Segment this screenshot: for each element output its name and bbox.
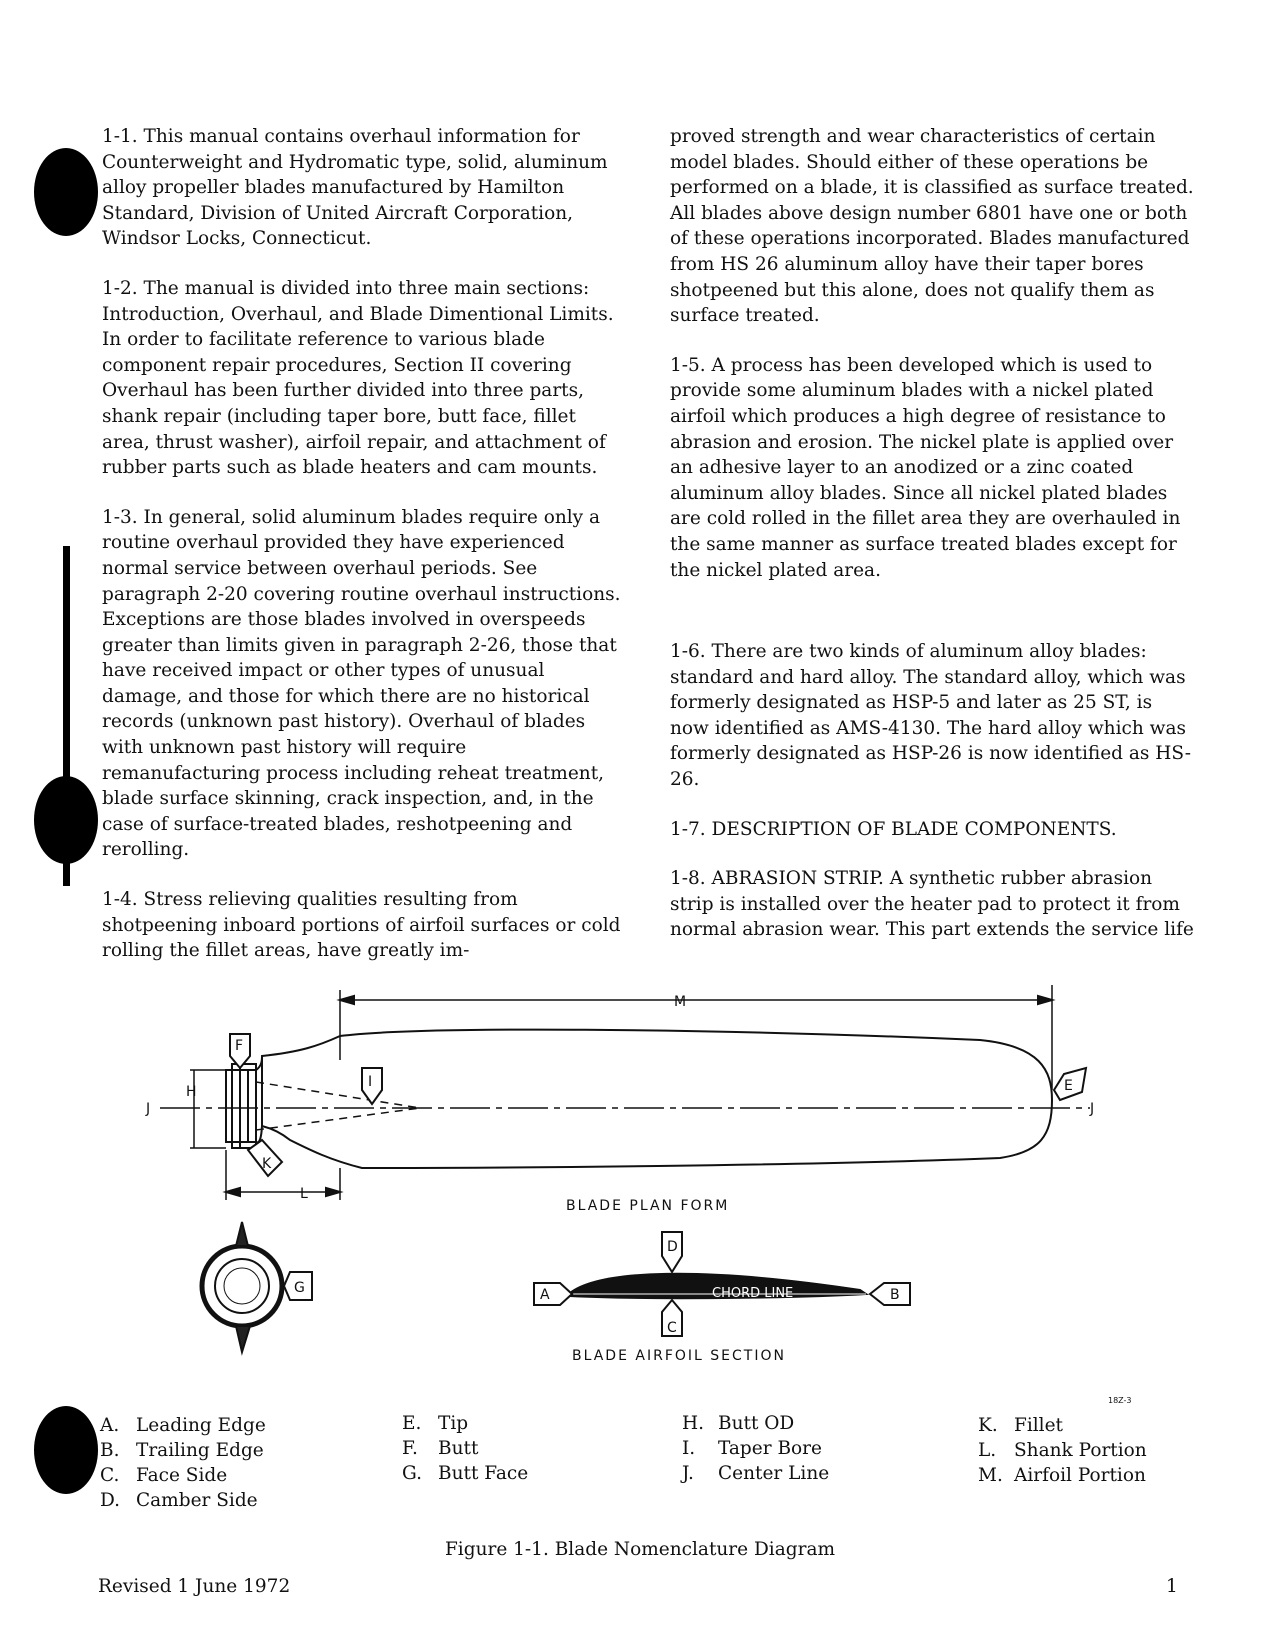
blade-outline (262, 1030, 1052, 1168)
callout-i: I (368, 1074, 373, 1090)
paragraph-1-6: 1-6. There are two kinds of aluminum alloy blades: standard and hard alloy. The standard alloy, which was formerly designated as HSP-5 and later as 25 ST, is now identified as AMS-4130. The hard alloy which was formerly designated as HSP-26 is now identified as HS-26. (670, 641, 1192, 791)
left-text-column (102, 124, 622, 988)
legend-item: D. Camber Side (100, 1490, 258, 1511)
paragraph-1-5: 1-5. A process has been developed which is used to provide some aluminum blades with a nickel plated airfoil which produces a high degree of resistance to abrasion and erosion. The nickel plate is applied over an adhesive layer to an anodized or a zinc coated aluminum alloy blades. Since all nickel plated blades are cold rolled in the fillet area they are overhauled in the same manner as surface treated blades except for the nickel plated area. (670, 354, 1181, 581)
legend-item: K. Fillet (978, 1415, 1063, 1436)
legend-item: L. Shank Portion (978, 1440, 1147, 1461)
callout-g: G (294, 1280, 305, 1296)
legend-item: B. Trailing Edge (100, 1440, 264, 1461)
legend-item: C. Face Side (100, 1465, 228, 1486)
callout-a: A (540, 1287, 550, 1303)
callout-m: M (674, 994, 687, 1010)
callout-l: L (300, 1186, 308, 1202)
paragraph-1-3: 1-3. In general, solid aluminum blades require only a routine overhaul provided they have experienced normal service between overhaul periods. See paragraph 2-20 covering routine overhaul instructions. Exceptions are those blades involved in overspeeds greater than limits given in paragraph 2-26, those that have received impact or other types of unusual damage, and those for which there are no historical records (unknown past history). Overhaul of blades with unknown past history will require remanufacturing process including reheat treatment, blade surface skinning, crack inspection, and, in the case of surface-treated blades, reshotpeening and rerolling. (102, 506, 621, 861)
legend-item: H. Butt OD (682, 1413, 795, 1434)
callout-j-left: J (146, 1101, 151, 1117)
page-number: 1 (1166, 1576, 1178, 1597)
chord-line-label: CHORD LINE (712, 1286, 794, 1301)
legend-column-2 (402, 1411, 528, 1486)
legend-item: F. Butt (402, 1438, 479, 1459)
callout-d: D (667, 1239, 678, 1255)
legend-column-4 (978, 1413, 1147, 1488)
legend-item: I. Taper Bore (682, 1438, 822, 1459)
callout-f: F (235, 1038, 244, 1054)
legend-item: G. Butt Face (402, 1463, 529, 1484)
callout-b: B (890, 1287, 900, 1303)
figure-caption: Figure 1-1. Blade Nomenclature Diagram (444, 1539, 836, 1560)
paragraph-1-7: 1-7. DESCRIPTION OF BLADE COMPONENTS. (670, 818, 1117, 840)
legend-column-1 (100, 1413, 266, 1513)
blade-airfoil-section-label: BLADE AIRFOIL SECTION (572, 1348, 786, 1364)
legend-column-3 (682, 1411, 829, 1486)
blade-nomenclature-diagram (0, 970, 1280, 1390)
blade-plan-form-label: BLADE PLAN FORM (566, 1198, 730, 1214)
legend-item: M. Airfoil Portion (978, 1465, 1146, 1486)
callout-e: E (1064, 1078, 1073, 1094)
paragraph-1-8: 1-8. ABRASION STRIP. A synthetic rubber abrasion strip is installed over the heater pad to protect it from normal abrasion wear. This part extends the service life (670, 868, 1194, 941)
paragraph-1-1: 1-1. This manual contains overhaul information for Counterweight and Hydromatic type, solid, aluminum alloy propeller blades manufactured by Hamilton Standard, Division of United Aircraft Corporation, Windsor Locks, Connecticut. (102, 126, 608, 250)
right-text-column (670, 124, 1195, 967)
callout-j-right: J (1090, 1101, 1095, 1117)
punch-hole-bottom (34, 1406, 98, 1494)
punch-hole-top (34, 148, 98, 236)
legend-item: E. Tip (402, 1413, 469, 1434)
paragraph-1-4-continued: proved strength and wear characteristics of certain model blades. Should either of these operations be performed on a blade, it is classified as surface treated. All blades above design number 6801 have one or both of these operations incorporated. Blades manufactured from HS 26 aluminum alloy have their taper bores shotpeened but this alone, does not qualify them as surface treated. (670, 126, 1194, 327)
callout-c: C (667, 1320, 677, 1336)
callout-h: H (186, 1084, 197, 1100)
figure-code: 18Z-3 (1108, 1396, 1132, 1405)
change-bar (63, 546, 70, 886)
paragraph-1-4: 1-4. Stress relieving qualities resulting from shotpeening inboard portions of airfoil surfaces or cold rolling the fillet areas, have greatly im- (102, 889, 621, 962)
revision-date: Revised 1 June 1972 (98, 1576, 291, 1597)
legend-item: J. Center Line (682, 1463, 830, 1484)
callout-k: K (262, 1156, 272, 1172)
paragraph-1-2: 1-2. The manual is divided into three main sections: Introduction, Overhaul, and Blade Dimentional Limits. In order to facilitate reference to various blade component repair procedures, Section II covering Overhaul has been further divided into three parts, shank repair (including taper bore, butt face, fillet area, thrust washer), airfoil repair, and attachment of rubber parts such as blade heaters and cam mounts. (102, 277, 614, 479)
legend-item: A. Leading Edge (100, 1415, 266, 1436)
